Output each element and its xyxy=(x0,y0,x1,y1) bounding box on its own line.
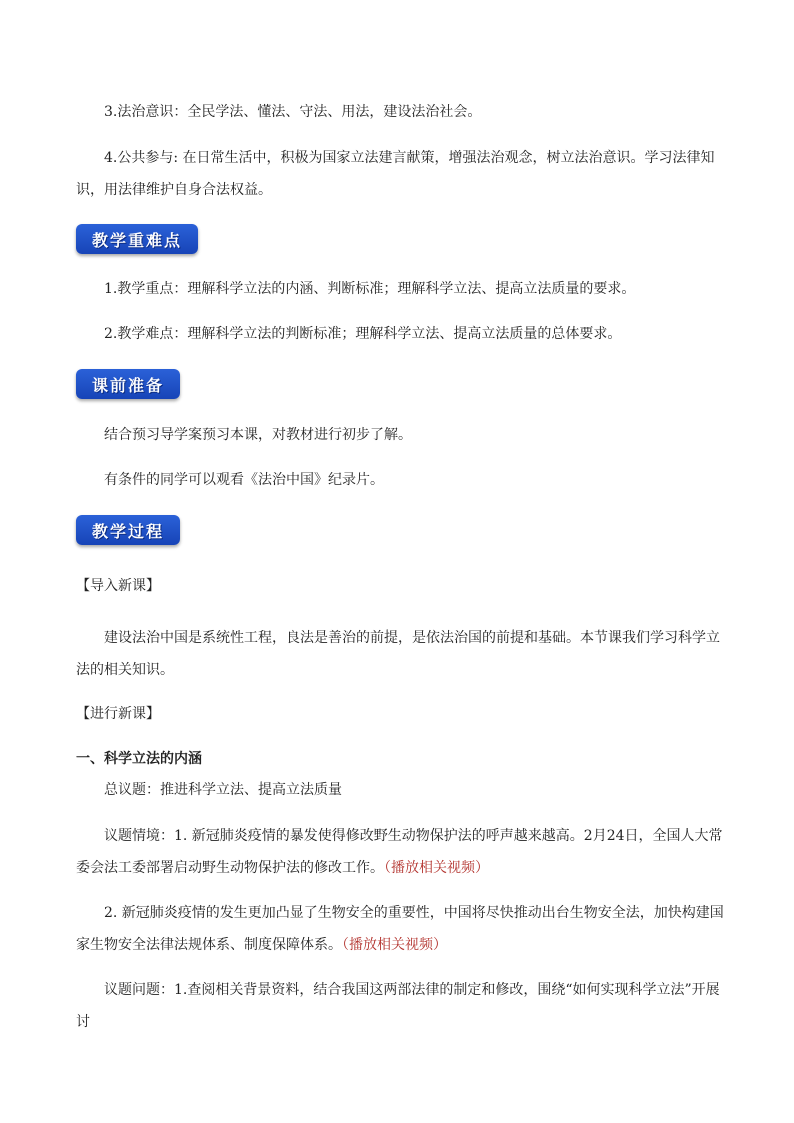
part1-heading: 一、科学立法的内涵 xyxy=(76,751,202,767)
section-badge-focus xyxy=(76,224,198,254)
section-title-process: 教学过程 xyxy=(92,521,165,541)
video-link-1[interactable]: （播放相关视频） xyxy=(384,860,489,876)
section-title-focus: 教学重难点 xyxy=(92,230,183,250)
section-badge-prep xyxy=(76,369,180,399)
paragraph-public-participation: 4.公共参与: 在日常生活中，积极为国家立法建言献策，增强法治观念，树立法治意识。学习法律知识，用法律维护自身合法权益。 xyxy=(76,150,715,198)
discussion-question: 议题问题：1.查阅相关背景资料，结合我国这两部法律的制定和修改，围绕“如何实现科学立法”开展讨 xyxy=(76,982,720,1030)
overall-topic: 总议题：推进科学立法、提高立法质量 xyxy=(104,782,342,798)
paragraph-legal-awareness: 3.法治意识：全民学法、懂法、守法、用法，建设法治社会。 xyxy=(104,104,482,120)
video-link-2[interactable]: （播放相关视频） xyxy=(342,937,447,953)
situation-2 xyxy=(76,897,726,961)
prep-item-documentary: 有条件的同学可以观看《法治中国》纪录片。 xyxy=(104,472,384,488)
focus-item-difficulty: 2.教学难点：理解科学立法的判断标准；理解科学立法、提高立法质量的总体要求。 xyxy=(104,326,622,342)
section-title-prep: 课前准备 xyxy=(92,375,165,395)
prep-item-preview: 结合预习导学案预习本课，对教材进行初步了解。 xyxy=(104,427,412,443)
situation-1 xyxy=(76,820,726,884)
situation-2-text: 2. 新冠肺炎疫情的发生更加凸显了生物安全的重要性，中国将尽快推动出台生物安全法，加快构建国家生物安全法律法规体系、制度保障体系。 xyxy=(76,905,724,953)
focus-item-key: 1.教学重点：理解科学立法的内涵、判断标准；理解科学立法、提高立法质量的要求。 xyxy=(104,281,636,297)
situation-1-text: 议题情境：1. 新冠肺炎疫情的暴发使得修改野生动物保护法的呼声越来越高。2月24日，全国人大常委会法工委部署启动野生动物保护法的修改工作。 xyxy=(76,828,723,876)
new-lesson-heading: 【进行新课】 xyxy=(76,706,160,722)
intro-text: 建设法治中国是系统性工程，良法是善治的前提，是依法治国的前提和基础。本节课我们学习科学立法的相关知识。 xyxy=(76,630,720,678)
section-badge-process xyxy=(76,515,180,545)
intro-heading: 【导入新课】 xyxy=(76,578,160,594)
